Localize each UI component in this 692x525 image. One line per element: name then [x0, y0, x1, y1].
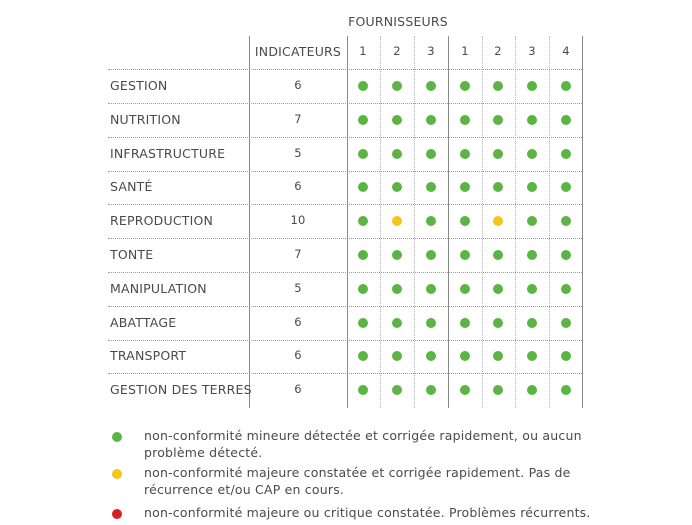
- status-dot-green: [561, 284, 571, 294]
- status-dot-green: [358, 284, 368, 294]
- supplier-group-divider: [448, 36, 449, 408]
- legend-dot-green: [112, 432, 122, 442]
- indicator-count: 6: [294, 382, 302, 397]
- legend-text: non-conformité majeure ou critique constatée. Problèmes récurrents.: [144, 505, 591, 520]
- indicator-count: 7: [294, 247, 302, 261]
- status-dot-green: [358, 318, 368, 328]
- indicator-count: 10: [290, 213, 306, 228]
- table-right-border: [582, 36, 583, 408]
- row-label: TRANSPORT: [110, 348, 187, 364]
- supplier-column-header: 4: [562, 44, 570, 58]
- supplier-column-header: 2: [393, 44, 401, 58]
- status-dot-green: [561, 250, 571, 260]
- status-dot-green: [527, 216, 537, 226]
- row-label: NUTRITION: [110, 111, 181, 127]
- indicators-right-divider: [347, 36, 348, 408]
- indicator-count: 5: [294, 145, 302, 160]
- status-dot-green: [527, 250, 537, 260]
- status-dot-green: [358, 81, 368, 91]
- indicators-title: INDICATEURS: [254, 44, 342, 59]
- status-dot-green: [392, 351, 402, 361]
- status-dot-green: [426, 318, 436, 328]
- row-divider: [108, 340, 582, 341]
- legend-text: non-conformité majeure constatée et corrigée rapidement. Pas de: [144, 465, 571, 480]
- status-dot-yellow: [493, 216, 503, 226]
- status-dot-green: [426, 284, 436, 294]
- row-label: MANIPULATION: [110, 280, 207, 296]
- status-dot-green: [527, 115, 537, 125]
- legend-text: problème détecté.: [144, 445, 263, 460]
- status-dot-green: [426, 351, 436, 361]
- status-dot-green: [426, 250, 436, 260]
- status-dot-yellow: [392, 216, 402, 226]
- status-dot-green: [358, 216, 368, 226]
- row-divider: [108, 137, 582, 138]
- status-dot-green: [392, 318, 402, 328]
- status-dot-green: [426, 149, 436, 159]
- status-dot-green: [358, 115, 368, 125]
- legend-dot-red: [112, 509, 122, 519]
- column-divider: [515, 36, 516, 408]
- row-label: GESTION DES TERRES: [110, 382, 252, 398]
- row-divider: [108, 373, 582, 374]
- column-divider: [414, 36, 415, 408]
- status-dot-green: [527, 318, 537, 328]
- suppliers-title: FOURNISSEURS: [348, 14, 448, 29]
- status-dot-green: [493, 318, 503, 328]
- legend-text: non-conformité mineure détectée et corrigée rapidement, ou aucun: [144, 428, 582, 443]
- status-dot-green: [527, 182, 537, 192]
- status-dot-green: [561, 149, 571, 159]
- supplier-column-header: 2: [494, 44, 502, 58]
- status-dot-green: [493, 115, 503, 125]
- row-label: ABATTAGE: [110, 314, 177, 330]
- status-dot-green: [493, 385, 503, 395]
- status-dot-green: [426, 385, 436, 395]
- status-dot-green: [493, 81, 503, 91]
- status-dot-green: [561, 216, 571, 226]
- row-divider: [108, 204, 582, 205]
- status-dot-green: [358, 351, 368, 361]
- row-divider: [108, 306, 582, 307]
- row-label: REPRODUCTION: [110, 213, 214, 229]
- legend-dot-yellow: [112, 469, 122, 479]
- row-label: INFRASTRUCTURE: [110, 145, 226, 161]
- status-dot-green: [426, 216, 436, 226]
- status-dot-green: [561, 318, 571, 328]
- row-divider: [108, 103, 582, 104]
- status-dot-green: [460, 216, 470, 226]
- indicator-count: 6: [294, 348, 302, 363]
- supplier-column-header: 1: [359, 44, 367, 58]
- column-divider: [482, 36, 483, 408]
- status-dot-green: [460, 284, 470, 294]
- status-dot-green: [426, 81, 436, 91]
- status-dot-green: [561, 182, 571, 192]
- status-dot-green: [460, 149, 470, 159]
- status-dot-green: [358, 149, 368, 159]
- indicator-count: 6: [294, 78, 302, 92]
- status-dot-green: [527, 385, 537, 395]
- status-dot-green: [460, 115, 470, 125]
- status-dot-green: [392, 385, 402, 395]
- row-label: TONTE: [110, 247, 154, 262]
- status-dot-green: [460, 182, 470, 192]
- row-divider: [108, 171, 582, 172]
- status-dot-green: [460, 318, 470, 328]
- legend-text: récurrence et/ou CAP en cours.: [144, 482, 345, 497]
- status-dot-green: [460, 351, 470, 361]
- status-dot-green: [527, 81, 537, 91]
- status-dot-green: [392, 115, 402, 125]
- supplier-column-header: 1: [461, 44, 469, 58]
- status-dot-green: [358, 182, 368, 192]
- status-dot-green: [561, 351, 571, 361]
- status-dot-green: [392, 250, 402, 260]
- status-dot-green: [392, 182, 402, 192]
- status-dot-green: [493, 182, 503, 192]
- row-label: GESTION: [110, 78, 168, 93]
- status-dot-green: [493, 351, 503, 361]
- header-row-divider: [108, 69, 582, 70]
- indicator-count: 6: [294, 314, 302, 329]
- status-dot-green: [493, 149, 503, 159]
- row-divider: [108, 238, 582, 239]
- status-dot-green: [460, 81, 470, 91]
- supplier-column-header: 3: [528, 44, 536, 58]
- status-dot-green: [493, 284, 503, 294]
- status-dot-green: [527, 149, 537, 159]
- supplier-column-header: 3: [427, 44, 435, 58]
- status-dot-green: [358, 385, 368, 395]
- status-dot-green: [426, 115, 436, 125]
- column-divider: [380, 36, 381, 408]
- status-dot-green: [561, 115, 571, 125]
- indicators-left-divider: [249, 36, 250, 408]
- status-dot-green: [392, 284, 402, 294]
- status-dot-green: [392, 149, 402, 159]
- status-dot-green: [561, 81, 571, 91]
- status-dot-green: [426, 182, 436, 192]
- status-dot-green: [358, 250, 368, 260]
- indicator-count: 5: [294, 280, 302, 295]
- status-dot-green: [527, 351, 537, 361]
- row-divider: [108, 272, 582, 273]
- status-dot-green: [460, 250, 470, 260]
- row-label: SANTÉ: [110, 179, 153, 195]
- indicator-count: 6: [294, 179, 302, 194]
- status-dot-green: [561, 385, 571, 395]
- indicator-count: 7: [294, 111, 302, 126]
- status-dot-green: [392, 81, 402, 91]
- status-dot-green: [527, 284, 537, 294]
- status-dot-green: [460, 385, 470, 395]
- column-divider: [549, 36, 550, 408]
- status-dot-green: [493, 250, 503, 260]
